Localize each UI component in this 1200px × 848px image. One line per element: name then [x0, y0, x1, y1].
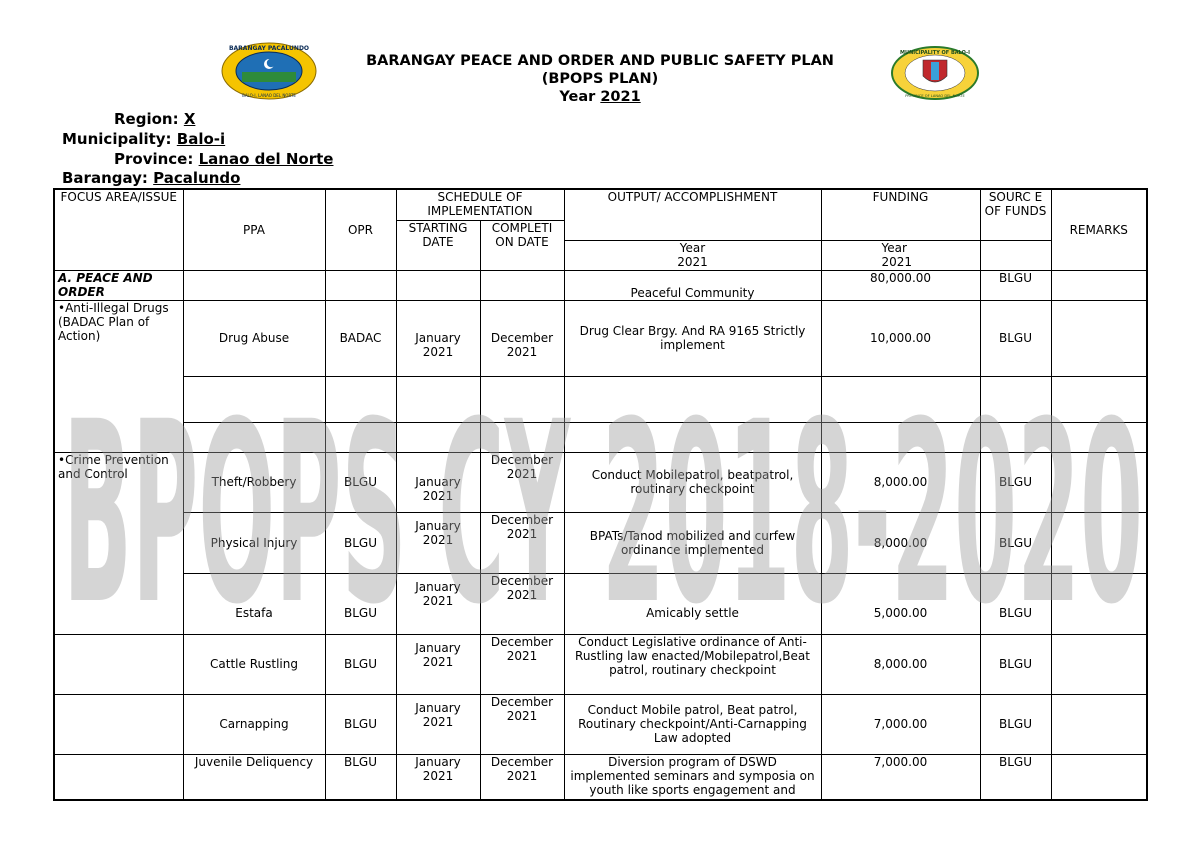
end-cell: December 2021	[480, 634, 564, 694]
remarks-cell	[1051, 573, 1147, 634]
source-cell: BLGU	[980, 634, 1051, 694]
ppa-cell: Estafa	[183, 573, 325, 634]
start-cell: January 2021	[396, 754, 480, 800]
empty-cell	[396, 376, 480, 422]
svg-text:MUNICIPALITY OF BALO-I: MUNICIPALITY OF BALO-I	[900, 50, 970, 56]
municipality-label: Municipality:	[62, 130, 172, 148]
empty-cell	[980, 376, 1051, 422]
funding-cell: 10,000.00	[821, 300, 980, 376]
empty-cell	[325, 376, 396, 422]
title-line-2: (BPOPS PLAN)	[541, 71, 659, 87]
municipality-line	[62, 130, 225, 148]
document-title	[300, 52, 900, 106]
empty-cell	[325, 422, 396, 452]
region-line	[114, 110, 195, 128]
empty-cell	[183, 376, 325, 422]
output-cell: Drug Clear Brgy. And RA 9165 Strictly implement	[564, 300, 821, 376]
empty-cell	[564, 422, 821, 452]
funding-cell: 5,000.00	[821, 573, 980, 634]
municipality-value: Balo-i	[176, 130, 226, 148]
ppa-cell: Juvenile Deliquency	[183, 754, 325, 800]
svg-text:BARANGAY PACALUNDO: BARANGAY PACALUNDO	[228, 45, 310, 52]
header-funding: FUNDING	[821, 189, 980, 240]
header-opr: OPR	[325, 189, 396, 270]
remarks-cell	[1051, 300, 1147, 376]
funding-year	[821, 240, 980, 270]
source-year-cell	[980, 240, 1051, 270]
title-line-1: BARANGAY PEACE AND ORDER AND PUBLIC SAFETY PLAN	[366, 53, 834, 69]
end-cell: December 2021	[480, 694, 564, 754]
empty-cell	[821, 376, 980, 422]
start-cell: January 2021	[396, 634, 480, 694]
remarks-cell	[1051, 634, 1147, 694]
source-cell: BLGU	[980, 512, 1051, 573]
barangay-label: Barangay:	[62, 169, 148, 187]
section-a-funding: 80,000.00	[821, 270, 980, 300]
ppa-cell: Theft/Robbery	[183, 452, 325, 512]
municipal-seal	[890, 46, 980, 100]
output-cell: Conduct Mobilepatrol, beatpatrol, routinary checkpoint	[564, 452, 821, 512]
empty-cell	[821, 422, 980, 452]
barangay-value: Pacalundo	[153, 169, 241, 187]
output-cell: Conduct Legislative ordinance of Anti-Rustling law enacted/Mobilepatrol,Beat patrol, routinary checkpoint	[564, 634, 821, 694]
empty-cell	[564, 376, 821, 422]
funding-cell: 8,000.00	[821, 512, 980, 573]
funding-cell: 8,000.00	[821, 452, 980, 512]
empty-cell	[980, 422, 1051, 452]
opr-cell: BLGU	[325, 573, 396, 634]
output-cell: Diversion program of DSWD implemented seminars and symposia on youth like sports engagement and	[564, 754, 821, 800]
remarks-cell	[1051, 754, 1147, 800]
empty-cell	[325, 270, 396, 300]
start-cell: January 2021	[396, 573, 480, 634]
empty-cell	[54, 694, 183, 754]
output-cell: BPATs/Tanod mobilized and curfew ordinance implemented	[564, 512, 821, 573]
header-focus: FOCUS AREA/ISSUE	[54, 189, 183, 270]
funding-cell: 7,000.00	[821, 754, 980, 800]
svg-text:PROVINCE OF LANAO DEL NORTE: PROVINCE OF LANAO DEL NORTE	[905, 94, 965, 98]
start-cell: January 2021	[396, 300, 480, 376]
source-cell: BLGU	[980, 452, 1051, 512]
ppa-cell: Physical Injury	[183, 512, 325, 573]
start-cell: January 2021	[396, 512, 480, 573]
empty-cell	[54, 634, 183, 694]
opr-cell: BLGU	[325, 694, 396, 754]
end-cell: December 2021	[480, 573, 564, 634]
opr-cell: BLGU	[325, 754, 396, 800]
empty-cell	[480, 270, 564, 300]
start-cell: January 2021	[396, 452, 480, 512]
source-cell: BLGU	[980, 754, 1051, 800]
source-cell: BLGU	[980, 694, 1051, 754]
bpops-plan-table	[53, 188, 1148, 801]
empty-cell	[396, 422, 480, 452]
ppa-cell: Carnapping	[183, 694, 325, 754]
empty-cell	[396, 270, 480, 300]
empty-cell	[1051, 270, 1147, 300]
output-year	[564, 240, 821, 270]
ppa-cell: Drug Abuse	[183, 300, 325, 376]
empty-cell	[480, 376, 564, 422]
header-starting: STARTING DATE	[396, 220, 480, 270]
funding-year-value: 2021	[881, 254, 913, 269]
opr-cell: BLGU	[325, 452, 396, 512]
funding-year-label: Year	[881, 240, 907, 255]
province-value: Lanao del Norte	[198, 150, 334, 168]
funding-cell: 7,000.00	[821, 694, 980, 754]
barangay-line	[62, 169, 240, 187]
header-ppa: PPA	[183, 189, 325, 270]
opr-cell: BADAC	[325, 300, 396, 376]
empty-cell	[54, 754, 183, 800]
section-a-source: BLGU	[980, 270, 1051, 300]
end-cell: December 2021	[480, 452, 564, 512]
output-cell: Conduct Mobile patrol, Beat patrol, Routinary checkpoint/Anti-Carnapping Law adopted	[564, 694, 821, 754]
header-output: OUTPUT/ ACCOMPLISHMENT	[564, 189, 821, 240]
header-schedule: SCHEDULE OF IMPLEMENTATION	[396, 189, 564, 220]
remarks-cell	[1051, 512, 1147, 573]
province-label: Province:	[114, 150, 194, 168]
source-cell: BLGU	[980, 573, 1051, 634]
empty-cell	[1051, 376, 1147, 422]
section-a-label: A. PEACE AND ORDER	[54, 270, 183, 300]
section-a-output: Peaceful Community	[564, 270, 821, 300]
remarks-cell	[1051, 694, 1147, 754]
empty-cell	[480, 422, 564, 452]
empty-cell	[1051, 422, 1147, 452]
region-label: Region:	[114, 110, 179, 128]
region-value: X	[183, 110, 196, 128]
focus-crime-prevention: • Crime Prevention and Control	[54, 452, 183, 634]
svg-text:BALO-I, LANAO DEL NORTE: BALO-I, LANAO DEL NORTE	[242, 93, 296, 98]
end-cell: December 2021	[480, 754, 564, 800]
header-source: SOURC E OF FUNDS	[980, 189, 1051, 240]
source-cell: BLGU	[980, 300, 1051, 376]
year-label: Year	[559, 89, 596, 105]
year-value: 2021	[600, 89, 641, 105]
funding-cell: 8,000.00	[821, 634, 980, 694]
opr-cell: BLGU	[325, 512, 396, 573]
empty-cell	[183, 422, 325, 452]
header-remarks: REMARKS	[1051, 189, 1147, 270]
output-year-value: 2021	[677, 254, 708, 269]
focus-anti-illegal-drugs: • Anti-Illegal Drugs (BADAC Plan of Action)	[54, 300, 183, 452]
ppa-cell: Cattle Rustling	[183, 634, 325, 694]
output-cell: Amicably settle	[564, 573, 821, 634]
end-cell: December 2021	[480, 300, 564, 376]
output-year-label: Year	[679, 240, 706, 255]
svg-text:BPOPS CY 2018-2020: BPOPS CY 2018-2020	[63, 378, 1143, 618]
title-year	[300, 88, 900, 106]
header-completion: COMPLETI ON DATE	[480, 220, 564, 270]
opr-cell: BLGU	[325, 634, 396, 694]
empty-cell	[183, 270, 325, 300]
end-cell: December 2021	[480, 512, 564, 573]
province-line	[114, 150, 333, 168]
remarks-cell	[1051, 452, 1147, 512]
start-cell: January 2021	[396, 694, 480, 754]
